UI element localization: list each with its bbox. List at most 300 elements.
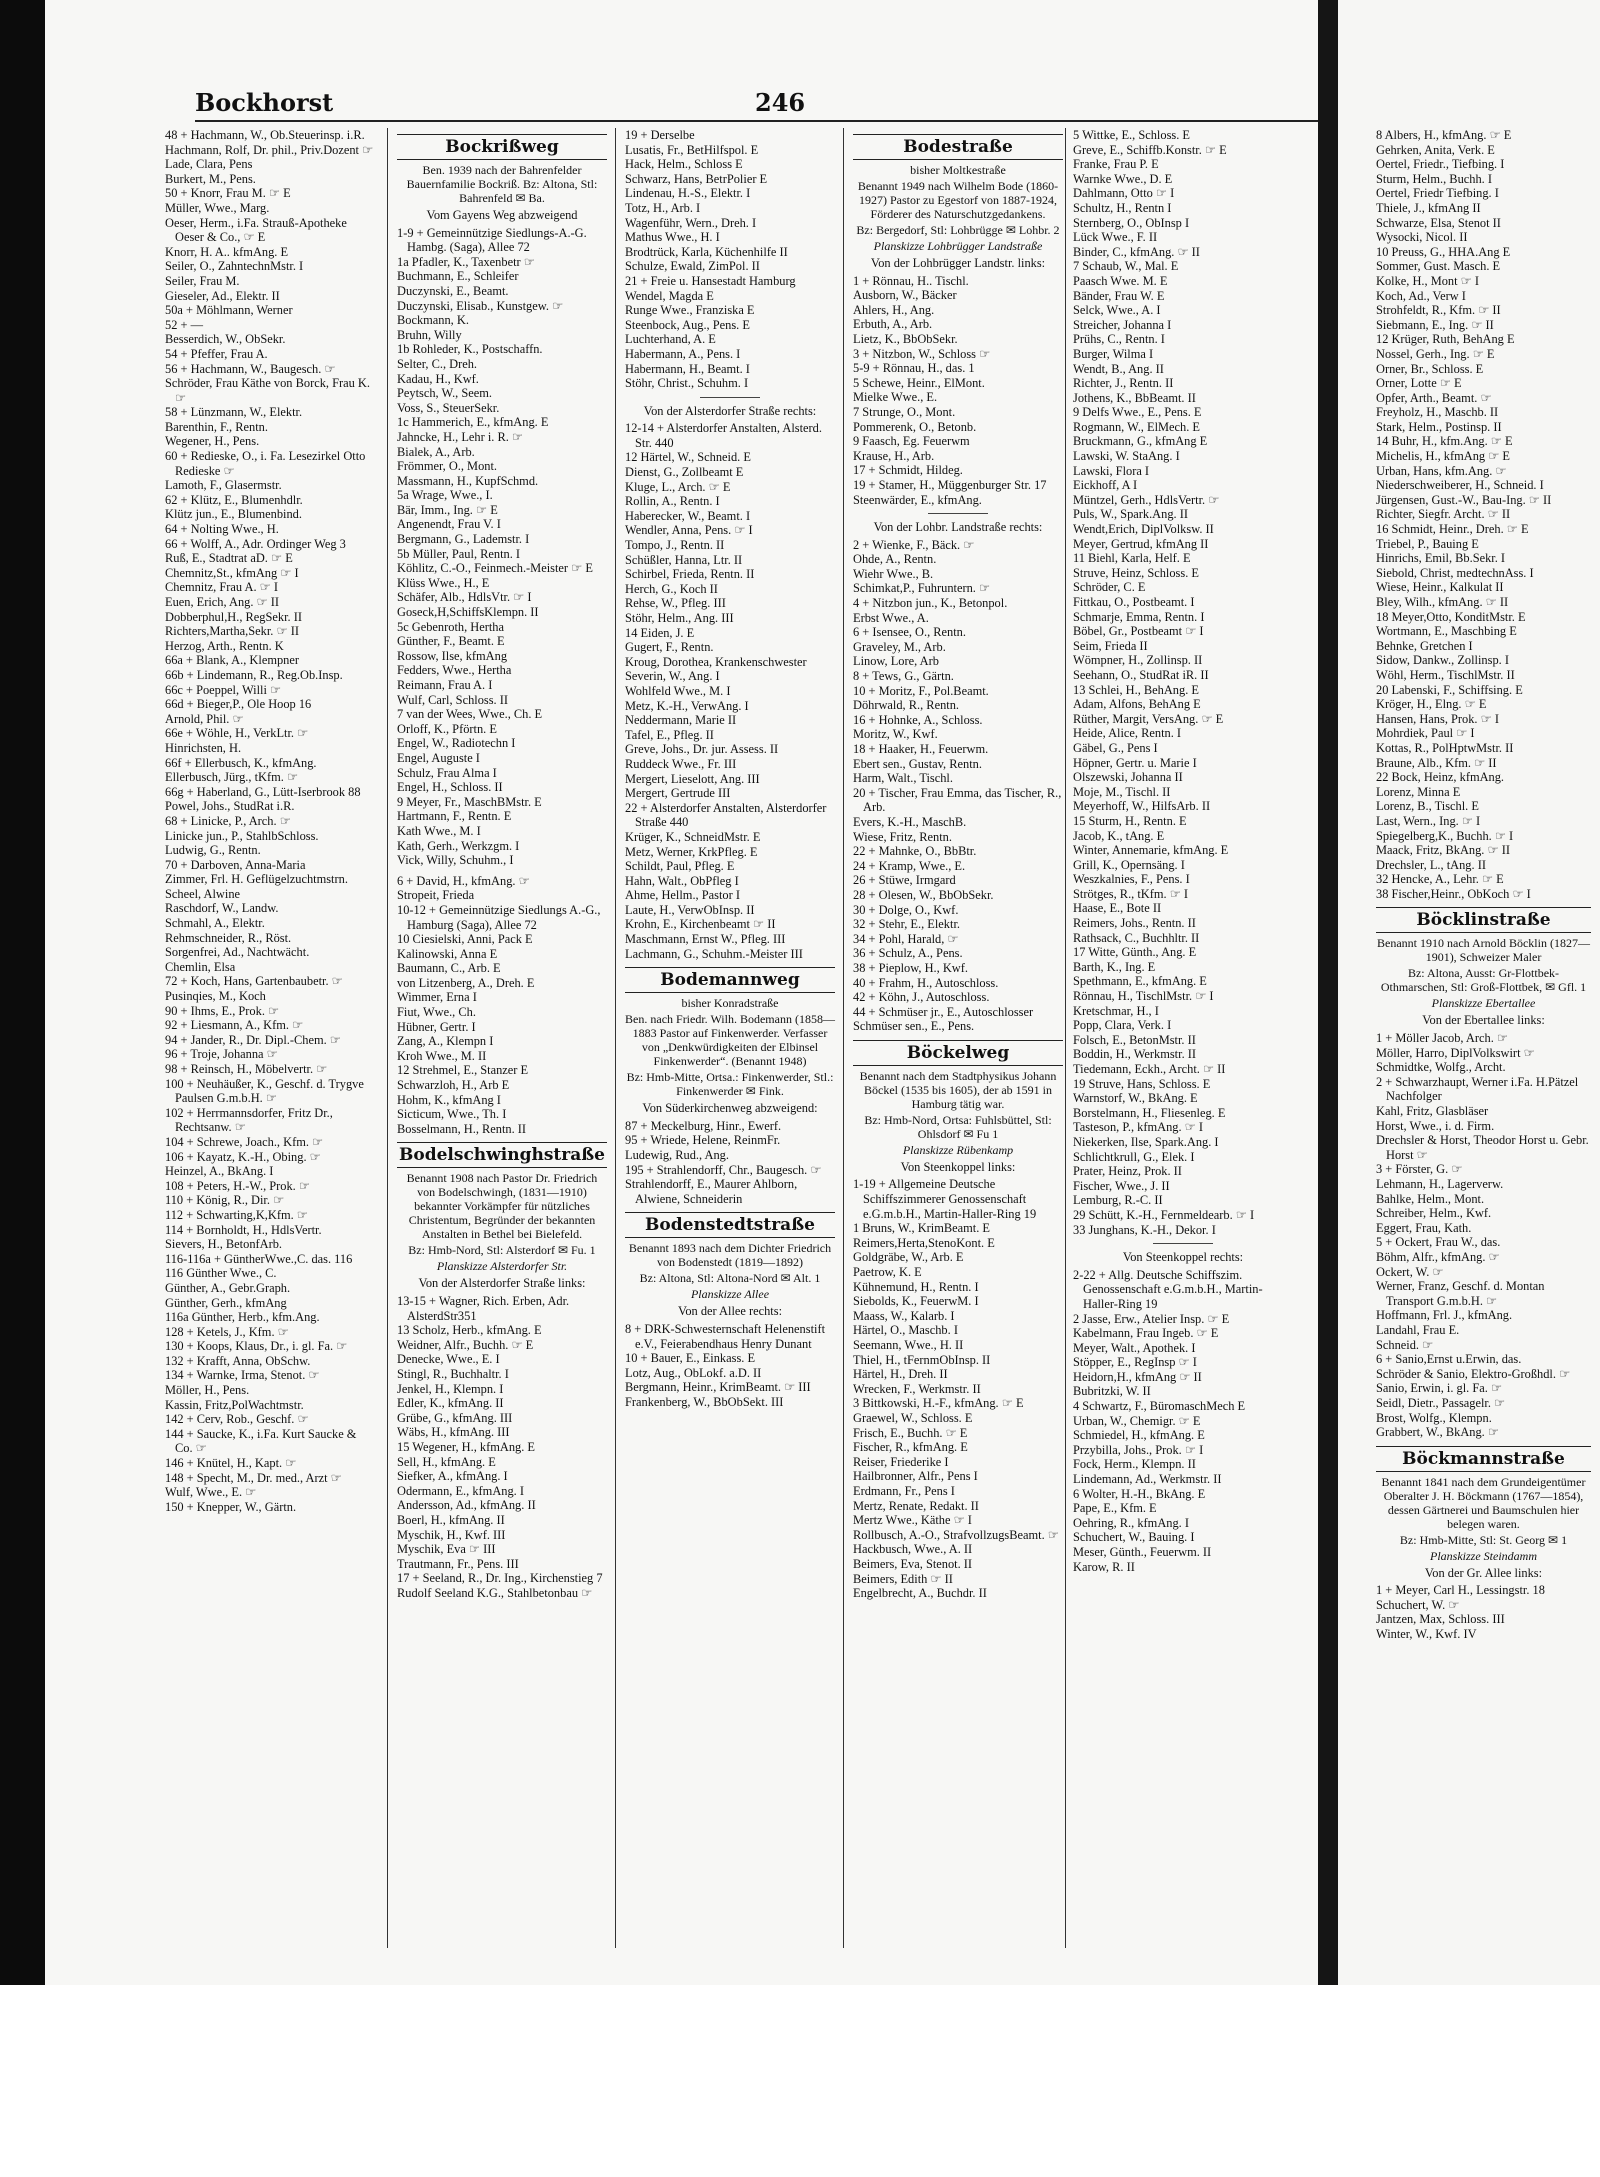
directory-entry: Ockert, W. ☞ <box>1376 1264 1444 1279</box>
directory-entry: 20 + Tischer, Frau Emma, das Tischer, R., Arb. <box>853 785 1062 815</box>
directory-entry: Schreiber, Helm., Kwf. <box>1376 1206 1492 1221</box>
directory-entry: Rogmann, W., ElMech. E <box>1073 419 1200 434</box>
directory-entry: Wömpner, H., Zollinsp. II <box>1073 653 1203 668</box>
directory-entry: Powel, Johs., StudRat i.R. <box>165 799 295 814</box>
directory-entry: Wendt, B., Ang. II <box>1073 361 1164 376</box>
directory-entry: 13 Scholz, Herb., kfmAng. E <box>397 1323 542 1338</box>
directory-entry: Goseck,H,SchiffsKlempn. II <box>397 605 539 620</box>
directory-entry: Schmiedel, H., kfmAng. E <box>1073 1428 1205 1443</box>
directory-entry: Linow, Lore, Arb <box>853 654 939 669</box>
directory-entry: 6 + David, H., kfmAng. ☞ <box>397 873 530 888</box>
directory-entry: Koch, Ad., Verw I <box>1376 288 1466 303</box>
street-description: Bz: Hmb-Nord, Stl: Alsterdorf ✉ Fu. 1 <box>408 1243 596 1258</box>
directory-entry: Lorenz, Minna E <box>1376 784 1461 799</box>
directory-entry: 1 + Rönnau, H.. Tischl. <box>853 273 969 288</box>
directory-entry: Erbuth, A., Arb. <box>853 317 933 332</box>
directory-entry: Oertel, Friedr Tiefbing. I <box>1376 186 1499 201</box>
directory-entry: Pommerenk, O., Betonb. <box>853 419 977 434</box>
directory-entry: 102 + Herrmannsdorfer, Fritz Dr., Rechtsanw. ☞ <box>165 1105 333 1135</box>
directory-entry: Paetrow, K. E <box>853 1265 922 1280</box>
directory-entry: Wohlfeld Wwe., M. I <box>625 683 731 698</box>
directory-entry: 32 Hencke, A., Lehr. ☞ E <box>1376 872 1504 887</box>
directory-entry: Dahlmann, Otto ☞ I <box>1073 186 1175 201</box>
directory-entry: Kalinowski, Anna E <box>397 946 498 961</box>
directory-entry: Mielke Wwe., E. <box>853 390 938 405</box>
directory-entry: 148 + Specht, M., Dr. med., Arzt ☞ <box>165 1470 342 1485</box>
directory-entry: Seim, Frieda II <box>1073 638 1148 653</box>
directory-entry: Graveley, M., Arb. <box>853 639 946 654</box>
directory-entry: Tompo, J., Rentn. II <box>625 538 725 553</box>
directory-entry: 130 + Koops, Klaus, Dr., i. gl. Fa. ☞ <box>165 1339 348 1354</box>
directory-entry: Kath Wwe., M. I <box>397 823 481 838</box>
directory-entry: 7 Strunge, O., Mont. <box>853 404 956 419</box>
directory-entry: Rehmschneider, R., Röst. <box>165 930 292 945</box>
directory-entry: Horst, Wwe., i. d. Firm. <box>1376 1118 1495 1133</box>
directory-entry: Beimers, Eva, Stenot. II <box>853 1556 973 1571</box>
directory-entry: 28 + Olesen, W., BbObSekr. <box>853 887 994 902</box>
street-description: Benannt 1949 nach Wilhelm Bode (1860-1927) Pastor zu Egestorf von 1887-1924, Förderer des Naturschutzgedankens. <box>857 179 1059 221</box>
directory-entry: Jürgensen, Gust.-W., Bau-Ing. ☞ II <box>1376 492 1552 507</box>
direction-note: Von Steenkoppel rechts: <box>1122 1250 1244 1265</box>
directory-entry: Schulze, Ewald, ZimPol. II <box>625 259 760 274</box>
directory-entry: Werner, Franz, Geschf. d. Montan Transport G.m.b.H. ☞ <box>1376 1279 1545 1308</box>
directory-entry: 92 + Liesmann, A., Kfm. ☞ <box>165 1018 304 1033</box>
directory-entry: 4 Schwartz, F., BüromaschMech E <box>1073 1399 1246 1414</box>
directory-entry: Wulf, Wwe., E. ☞ <box>165 1485 257 1500</box>
directory-entry: Schmarje, Emma, Rentn. I <box>1073 609 1205 624</box>
directory-entry: 50a + Möhlmann, Werner <box>165 303 293 318</box>
directory-entry: Lawski, Flora I <box>1073 463 1150 478</box>
directory-entry: 10 + Moritz, F., Pol.Beamt. <box>853 683 989 698</box>
directory-entry: Schneid. ☞ <box>1376 1337 1434 1352</box>
street-description: Benannt 1841 nach dem Grundeigentümer Oberalter J. H. Böckmann (1767—1854), dessen Gärtnerei und Baumschulen hier belegen waren. <box>1381 1474 1586 1531</box>
column-1 <box>165 128 375 1514</box>
directory-entry: Wortmann, E., Maschbing E <box>1376 624 1517 639</box>
directory-entry: Mohrdiek, Paul ☞ I <box>1376 726 1475 741</box>
directory-entry: Sommer, Gust. Masch. E <box>1376 259 1501 274</box>
directory-entry: 1 Bruns, W., KrimBeamt. E <box>853 1221 990 1236</box>
directory-entry: Michelis, H., kfmAng ☞ E <box>1376 449 1510 464</box>
directory-entry: Fittkau, O., Postbeamt. I <box>1073 595 1195 609</box>
directory-entry: Selck, Wwe., A. I <box>1073 303 1161 318</box>
directory-entry: Pusinqies, M., Koch <box>165 989 266 1004</box>
directory-entry: Ohde, A., Rentn. <box>853 552 937 567</box>
directory-entry: Euen, Erich, Ang. ☞ II <box>165 595 279 609</box>
directory-entry: Mergert, Gertrude III <box>625 786 731 801</box>
street-description: Benannt 1908 nach Pastor Dr. Friedrich von Bodelschwingh, (1831—1910) bekannter Vorkämpfer für nützliches Christentum, Begründer der bekannten Anstalten in Bethel bei Bielefeld. <box>406 1171 598 1242</box>
directory-entry: Böhm, Alfr., kfmAng. ☞ <box>1376 1249 1500 1264</box>
directory-entry: 13-15 + Wagner, Rich. Erben, Adr. AlsterdStr351 <box>397 1294 570 1323</box>
directory-entry: Wiehr Wwe., B. <box>853 566 934 581</box>
directory-entry: Stöhr, Helm., Ang. III <box>625 611 734 625</box>
directory-entry: Dienst, G., Zollbeamt E <box>625 465 744 480</box>
directory-entry: Meyerhoff, W., HilfsArb. II <box>1073 799 1211 814</box>
directory-entry: Ahme, Hellm., Pastor I <box>625 888 740 903</box>
directory-entry: Myschik, Eva ☞ III <box>397 1542 496 1557</box>
directory-entry: Mertz Wwe., Käthe ☞ I <box>853 1513 972 1528</box>
directory-entry: Kottas, R., PolHptwMstr. II <box>1376 740 1514 755</box>
directory-entry: 26 + Stüwe, Irmgard <box>853 873 956 888</box>
directory-entry: Sievers, H., BetonfArb. <box>165 1237 283 1252</box>
directory-entry: Baumann, C., Arb. E <box>397 961 501 976</box>
directory-entry: Opfer, Arth., Beamt. ☞ <box>1376 390 1492 405</box>
directory-entry: Thiele, J., kfmAng II <box>1376 200 1481 215</box>
directory-entry: Gehrken, Anita, Verk. E <box>1376 142 1495 157</box>
directory-entry: Myschik, H., Kwf. III <box>397 1527 506 1542</box>
directory-entry: Rudolf Seeland K.G., Stahlbetonbau ☞ <box>397 1585 593 1600</box>
directory-entry: Linicke jun., P., StahlbSchloss. <box>165 828 319 843</box>
column-divider <box>615 128 616 1948</box>
directory-entry: Seidl, Dietr., Passagelr. ☞ <box>1376 1395 1506 1410</box>
directory-entry: 19 + Derselbe <box>625 128 695 142</box>
directory-entry: 5a Wrage, Wwe., I. <box>397 488 493 503</box>
separator <box>928 513 988 514</box>
directory-entry: Stöhr, Christ., Schuhm. I <box>625 376 749 391</box>
directory-entry: Rüther, Margit, VersAng. ☞ E <box>1073 711 1224 726</box>
street-description: Benannt 1893 nach dem Dichter Friedrich von Bodenstedt (1819—1892) <box>628 1241 832 1270</box>
directory-entry: Weszkalnies, F., Pens. I <box>1073 872 1190 887</box>
directory-entry: Sicticum, Wwe., Th. I <box>397 1107 507 1122</box>
directory-entry: Schröder, C. E <box>1073 580 1146 595</box>
directory-entry: 128 + Ketels, J., Kfm. ☞ <box>165 1324 289 1339</box>
directory-entry: Habermann, H., Beamt. I <box>625 361 750 376</box>
street-heading: Bodemannweg <box>625 967 835 993</box>
directory-entry: Harm, Walt., Tischl. <box>853 771 953 786</box>
directory-entry: Arnold, Phil. ☞ <box>165 711 244 726</box>
directory-entry: 8 Albers, H., kfmAng. ☞ E <box>1376 128 1512 142</box>
directory-entry: Schwarz, Hans, BetrPolier E <box>625 171 768 186</box>
directory-entry: 4 + Nitzbon jun., K., Betonpol. <box>853 596 1008 611</box>
directory-entry: Steenbock, Aug., Pens. E <box>625 317 750 332</box>
directory-entry: Runge Wwe., Franziska E <box>625 303 755 318</box>
directory-entry: 64 + Nolting Wwe., H. <box>165 522 279 537</box>
directory-entry: Reiser, Friederike I <box>853 1454 949 1469</box>
page-header <box>195 88 1318 118</box>
directory-entry: Herzog, Arth., Rentn. K <box>165 638 284 653</box>
directory-entry: Heinzel, A., BkAng. I <box>165 1164 274 1179</box>
directory-entry: 50 + Knorr, Frau M. ☞ E <box>165 186 291 201</box>
directory-entry: Spiegelberg,K., Buchh. ☞ I <box>1376 828 1514 843</box>
directory-entry: 96 + Troje, Johanna ☞ <box>165 1047 278 1062</box>
directory-entry: Barenthin, F., Rentn. <box>165 419 268 434</box>
directory-entry: Jothens, K., BbBeamt. II <box>1073 390 1196 405</box>
directory-entry: 90 + Ihms, E., Prok. ☞ <box>165 1003 280 1018</box>
directory-entry: 150 + Knepper, W., Gärtn. <box>165 1499 297 1514</box>
directory-entry: Erbst Wwe., A. <box>853 610 929 625</box>
directory-entry: Barth, K., Ing. E <box>1073 959 1156 974</box>
directory-entry: Buchmann, E., Schleifer <box>397 269 519 284</box>
directory-entry: 6 Wolter, H.-H., BkAng. E <box>1073 1486 1206 1501</box>
column-divider <box>387 128 388 1948</box>
directory-entry: 66g + Haberland, G., Lütt-Iserbrook 88 <box>165 784 361 799</box>
directory-entry: Schröder & Sanio, Elektro-Großhdl. ☞ <box>1376 1366 1571 1381</box>
directory-entry: 48 + Hachmann, W., Ob.Steuerinsp. i.R. <box>165 128 365 142</box>
directory-entry: Besserdich, W., ObSekr. <box>165 332 286 347</box>
directory-entry: Bergmann, G., Lademstr. I <box>397 532 530 547</box>
directory-entry: Weidner, Alfr., Buchh. ☞ E <box>397 1337 534 1352</box>
directory-entry: Frömmer, O., Mont. <box>397 459 498 474</box>
directory-entry: Haberecker, W., Beamt. I <box>625 508 751 523</box>
directory-entry: 7 van der Wees, Wwe., Ch. E <box>397 707 543 722</box>
directory-entry: Rossow, Ilse, kfmAng <box>397 648 508 663</box>
directory-entry: 9 Meyer, Fr., MaschBMstr. E <box>397 794 542 809</box>
directory-entry: Edler, K., kfmAng. II <box>397 1396 504 1411</box>
directory-entry: Härtel, O., Maschb. I <box>853 1323 958 1338</box>
directory-entry: 1b Rohleder, K., Postschaffn. <box>397 342 543 357</box>
directory-entry: Spethmann, E., kfmAng. E <box>1073 974 1207 989</box>
directory-entry: Fischer, R., kfmAng. E <box>853 1440 968 1455</box>
directory-entry: Binder, C., kfmAng. ☞ II <box>1073 244 1200 259</box>
directory-entry: 66c + Poeppel, Willi ☞ <box>165 682 282 697</box>
directory-entry: Mathus Wwe., H. I <box>625 230 720 245</box>
directory-entry: Engelbrecht, A., Buchdr. II <box>853 1586 987 1601</box>
directory-entry: 142 + Cerv, Rob., Geschf. ☞ <box>165 1412 309 1427</box>
directory-entry: Drechsler & Horst, Theodor Horst u. Gebr. Horst ☞ <box>1376 1133 1589 1162</box>
directory-entry: 17 + Schmidt, Hildeg. <box>853 463 963 478</box>
directory-entry: Reimann, Frau A. I <box>397 678 493 692</box>
plan-sketch-note: Planskizze Lohbrügger Landstraße <box>873 239 1043 253</box>
direction-note: Von Süderkirchenweg abzweigend: <box>642 1101 818 1116</box>
directory-entry: Moritz, W., Kwf. <box>853 727 938 742</box>
directory-entry: Wendler, Anna, Pens. ☞ I <box>625 523 753 538</box>
directory-entry: Prühs, C., Rentn. I <box>1073 332 1165 347</box>
directory-entry: 10 Ciesielski, Anni, Pack E <box>397 932 533 947</box>
directory-entry: Wysocki, Nicol. II <box>1376 230 1468 245</box>
directory-entry: Lachmann, G., Schuhm.-Meister III <box>625 946 803 961</box>
directory-entry: Siebold, Christ, medtechnAss. I <box>1376 565 1534 580</box>
directory-entry: Gieseler, Ad., Elektr. II <box>165 288 280 303</box>
directory-entry: Richter, Siegfr. Archt. ☞ II <box>1376 507 1511 522</box>
directory-entry: 19 Struve, Hans, Schloss. E <box>1073 1076 1211 1091</box>
directory-entry: Chemnitz,St., kfmAng ☞ I <box>165 565 299 580</box>
directory-entry: Günther, A., Gebr.Graph. <box>165 1280 291 1295</box>
directory-entry: 66a + Blank, A., Klempner <box>165 653 299 668</box>
direction-note: Von der Ebertallee links: <box>1422 1013 1545 1028</box>
directory-entry: 8 + Tews, G., Gärtn. <box>853 669 954 684</box>
directory-entry: Selter, C., Dreh. <box>397 356 478 371</box>
directory-entry: Sidow, Dankw., Zollinsp. I <box>1376 653 1509 668</box>
directory-entry: Eggert, Frau, Kath. <box>1376 1220 1472 1235</box>
directory-entry: Müntzel, Gerh., HdlsVertr. ☞ <box>1073 492 1220 507</box>
directory-entry: Eickhoff, A I <box>1073 478 1138 493</box>
directory-entry: Schuchert, W. ☞ <box>1376 1597 1460 1612</box>
directory-entry: Puls, W., Spark.Ang. II <box>1073 507 1188 522</box>
directory-entry: Meyer, Gertrud, kfmAng II <box>1073 536 1209 551</box>
directory-entry: Kath, Gerh., Werkzgm. I <box>397 838 520 853</box>
street-description: Bz: Bergedorf, Stl: Lohbrügge ✉ Lohbr. 2 <box>856 223 1060 237</box>
directory-entry: 5 + Ockert, Frau W., das. <box>1376 1235 1501 1250</box>
directory-entry: Maack, Fritz, BkAng. ☞ II <box>1376 843 1510 858</box>
directory-entry: 134 + Warnke, Irma, Stenot. ☞ <box>165 1368 320 1383</box>
directory-entry: 10 Preuss, G., HHA.Ang E <box>1376 244 1511 259</box>
directory-entry: Fischer, Wwe., J. II <box>1073 1178 1170 1193</box>
street-heading: Böckmannstraße <box>1376 1446 1591 1472</box>
directory-entry: Braune, Alb., Kfm. ☞ II <box>1376 755 1497 770</box>
directory-entry: Böbel, Gr., Postbeamt ☞ I <box>1073 624 1204 639</box>
directory-entry: Bruhn, Willy <box>397 327 462 342</box>
directory-entry: Vick, Willy, Schuhm., I <box>397 853 514 868</box>
directory-entry: Erdmann, Fr., Pens I <box>853 1483 955 1498</box>
directory-entry: Franke, Frau P. E <box>1073 157 1159 172</box>
directory-entry: Engel, Auguste I <box>397 750 480 765</box>
directory-entry: Krohn, E., Kirchenbeamt ☞ II <box>625 917 776 932</box>
directory-entry: 9 Delfs Wwe., E., Pens. E <box>1073 405 1202 420</box>
directory-entry: Frisch, E., Buchh. ☞ E <box>853 1425 968 1440</box>
directory-entry: Kabelmann, Frau Ingeb. ☞ E <box>1073 1326 1219 1341</box>
directory-entry: Bubritzki, W. II <box>1073 1384 1151 1399</box>
directory-entry: 56 + Hachmann, W., Baugesch. ☞ <box>165 361 336 376</box>
directory-entry: 14 Eiden, J. E <box>625 625 695 640</box>
directory-entry: Krause, H., Arb. <box>853 448 935 463</box>
directory-entry: Meser, Günth., Feuerwm. II <box>1073 1545 1212 1559</box>
directory-entry: 94 + Jander, R., Dr. Dipl.-Chem. ☞ <box>165 1032 341 1047</box>
column-3 <box>625 128 835 1410</box>
directory-entry: Knorr, H. A.. kfmAng. E <box>165 244 289 259</box>
directory-entry: 1a Pfadler, K., Taxenbetr ☞ <box>397 254 535 269</box>
directory-entry: Ludewig, Rud., Ang. <box>625 1148 729 1163</box>
directory-entry: Massmann, H., KupfSchmd. <box>397 473 539 488</box>
plan-sketch-note: Planskizze Ebertallee <box>1431 996 1536 1011</box>
directory-entry: von Litzenberg, A., Dreh. E <box>397 975 535 990</box>
directory-entry: 30 + Dolge, O., Kwf. <box>853 902 959 917</box>
directory-entry: Oertel, Friedr., Tiefbing. I <box>1376 157 1505 172</box>
directory-entry: Hinrichs, Emil, Bb.Sekr. I <box>1376 551 1506 566</box>
directory-entry: 116 Günther Wwe., C. <box>165 1266 277 1281</box>
directory-entry: Lorenz, B., Tischl. E <box>1376 799 1479 814</box>
directory-entry: Möller, H., Pens. <box>165 1383 250 1398</box>
directory-entry: Brodtrück, Karla, Küchenhilfe II <box>625 244 788 259</box>
directory-entry: 114 + Bornholdt, H., HdlsVertr. <box>165 1222 322 1237</box>
directory-entry: Hohm, K., kfmAng I <box>397 1092 501 1107</box>
directory-entry: Heide, Alice, Rentn. I <box>1073 726 1182 741</box>
directory-entry: 21 + Freie u. Hansestadt Hamburg <box>625 273 796 288</box>
directory-entry: 66b + Lindemann, R., Reg.Ob.Insp. <box>165 667 343 682</box>
directory-entry: 98 + Reinsch, H., Möbelvertr. ☞ <box>165 1062 328 1076</box>
directory-entry: Herch, G., Koch II <box>625 581 718 596</box>
directory-entry: 116a Günther, Herb., kfm.Ang. <box>165 1310 320 1325</box>
scan-bottom-margin <box>0 1985 1600 2177</box>
directory-entry: Krüger, K., SchneidMstr. E <box>625 829 761 844</box>
directory-entry: 100 + Neuhäußer, K., Geschf. d. Trygve Paulsen G.m.b.H. ☞ <box>165 1076 364 1106</box>
directory-entry: Rehse, W., Pfleg. III <box>625 596 726 611</box>
directory-entry: Brost, Wolfg., Klempn. <box>1376 1410 1492 1425</box>
directory-entry: 5b Müller, Paul, Rentn. I <box>397 546 521 561</box>
directory-entry: Meyer, Walt., Apothek. I <box>1073 1340 1196 1355</box>
directory-entry: Hachmann, Rolf, Dr. phil., Priv.Dozent ☞ <box>165 142 374 157</box>
directory-entry: Fiut, Wwe., Ch. <box>397 1005 476 1020</box>
directory-entry: Nossel, Gerh., Ing. ☞ E <box>1376 346 1495 361</box>
facing-page <box>1338 0 1600 1985</box>
directory-entry: Chemnitz, Frau A. ☞ I <box>165 580 278 595</box>
column-divider <box>843 128 844 1948</box>
directory-entry: 32 + Stehr, E., Elektr. <box>853 917 960 932</box>
directory-entry: 2 Jasse, Erw., Atelier Insp. ☞ E <box>1073 1311 1230 1326</box>
directory-entry: Drechsler, L., tAng. II <box>1376 857 1486 872</box>
directory-entry: Oehring, R., kfmAng. I <box>1073 1515 1189 1530</box>
directory-entry: 34 + Pohl, Harald, ☞ <box>853 931 959 946</box>
directory-entry: Stöpper, E., RegInsp ☞ I <box>1073 1355 1197 1370</box>
directory-entry: 8 + DRK-Schwesternschaft Helenenstift e.V., Feierabendhaus Henry Dunant <box>625 1322 826 1351</box>
directory-entry: 87 + Meckelburg, Hinr., Ewerf. <box>625 1118 782 1133</box>
header-rule <box>195 120 1318 122</box>
column-divider <box>1065 128 1066 1948</box>
directory-entry: Folsch, E., BetonMstr. II <box>1073 1032 1196 1047</box>
directory-entry: Seemann, Wwe., H. II <box>853 1338 964 1352</box>
directory-entry: Boddin, H., Werkmstr. II <box>1073 1047 1197 1062</box>
directory-entry: 144 + Saucke, K., i.Fa. Kurt Saucke & Co. ☞ <box>165 1426 357 1456</box>
directory-entry: Duczynski, Elisab., Kunstgew. ☞ <box>397 298 564 313</box>
directory-entry: 16 + Hohnke, A., Schloss. <box>853 712 983 727</box>
directory-entry: Grübe, G., kfmAng. III <box>397 1410 513 1425</box>
directory-entry: Odermann, E., kfmAng. I <box>397 1483 524 1498</box>
directory-entry: Seiler, O., ZahntechnMstr. I <box>165 259 304 274</box>
directory-entry: Metz, Werner, KrkPfleg. E <box>625 844 758 859</box>
directory-entry: Wegener, H., Pens. <box>165 434 260 449</box>
directory-entry: 15 Wegener, H., kfmAng. E <box>397 1439 535 1454</box>
directory-entry: Last, Wern., Ing. ☞ I <box>1376 813 1481 828</box>
directory-entry: Höpner, Gertr. u. Marie I <box>1073 755 1197 770</box>
directory-entry: 66e + Wöhle, H., VerkLtr. ☞ <box>165 726 309 741</box>
separator <box>700 397 760 398</box>
directory-entry: 6 + Sanio,Ernst u.Erwin, das. <box>1376 1352 1522 1367</box>
directory-entry: Siefker, A., kfmAng. I <box>397 1469 508 1484</box>
directory-entry: Greve, E., Schiffb.Konstr. ☞ E <box>1073 142 1227 157</box>
directory-entry: Greve, Johs., Dr. jur. Assess. II <box>625 742 779 757</box>
column-6 <box>1376 128 1591 1642</box>
directory-entry: Orner, Br., Schloss. E <box>1376 361 1484 376</box>
directory-entry: Struve, Heinz, Schloss. E <box>1073 565 1199 580</box>
directory-entry: Hack, Helm., Schloss E <box>625 157 743 172</box>
directory-entry: Wulf, Carl, Schloss. II <box>397 692 509 707</box>
directory-entry: Seehann, O., StudRat iR. II <box>1073 667 1209 682</box>
directory-entry: Mertz, Renate, Redakt. II <box>853 1498 979 1513</box>
directory-entry: Wöhl, Herm., TischlMstr. II <box>1376 667 1515 682</box>
plan-sketch-note: Planskizze Steindamm <box>1430 1548 1537 1563</box>
directory-entry: Ebert sen., Gustav, Rentn. <box>853 756 982 771</box>
directory-entry: Popp, Clara, Verk. I <box>1073 1018 1172 1033</box>
directory-entry: Schröder, Frau Käthe von Borck, Frau K. ☞ <box>165 376 370 405</box>
direction-note: Von der Lohbr. Landstraße rechts: <box>873 520 1043 535</box>
book-spine <box>1318 0 1338 1990</box>
street-description: Bz: Altona, Ausst: Gr-Flottbek-Othmarschen, Stl: Groß-Flottbek, ✉ Gfl. 1 <box>1380 966 1587 995</box>
directory-entry: Niekerken, Ilse, Spark.Ang. I <box>1073 1134 1219 1149</box>
directory-entry: Lietz, K., BbObSekr. <box>853 331 958 346</box>
directory-entry: 1 + Meyer, Carl H., Lessingstr. 18 <box>1376 1583 1545 1598</box>
directory-entry: Wrecken, F., Werkmstr. II <box>853 1381 981 1396</box>
directory-entry: Metz, K.-H., VerwAng. I <box>625 698 749 713</box>
directory-entry: Müller, Wwe., Marg. <box>165 200 270 215</box>
directory-entry: Oeser, Herm., i.Fa. Strauß-Apotheke Oeser & Co., ☞ E <box>165 215 347 245</box>
directory-entry: Sell, H., kfmAng. E <box>397 1454 496 1469</box>
directory-entry: Lawski, W. StaAng. I <box>1073 449 1180 464</box>
directory-entry: Schmahl, A., Elektr. <box>165 916 265 931</box>
directory-entry: Stropeit, Frieda <box>397 888 475 903</box>
directory-entry: Bahlke, Helm., Mont. <box>1376 1191 1485 1206</box>
directory-entry: Bosselmann, H., Rentn. II <box>397 1121 527 1136</box>
directory-entry: Tasteson, P., kfmAng. ☞ I <box>1073 1120 1204 1135</box>
directory-entry: Lindenau, H.-S., Elektr. I <box>625 186 751 201</box>
directory-entry: 5 Wittke, E., Schloss. E <box>1073 128 1190 142</box>
directory-entry: Grill, K., Opernsäng. I <box>1073 857 1185 872</box>
directory-entry: Stingl, R., Buchhaltr. I <box>397 1366 509 1381</box>
directory-entry: Kadau, H., Kwf. <box>397 371 479 386</box>
directory-entry: 40 + Frahm, H., Autoschloss. <box>853 975 999 990</box>
direction-note: Von der Allee rechts: <box>677 1304 783 1319</box>
directory-entry: Behnke, Gretchen I <box>1376 638 1473 653</box>
column-5 <box>1073 128 1293 1574</box>
directory-entry: 132 + Krafft, Anna, ObSchw. <box>165 1353 311 1368</box>
directory-entry: 12-14 + Alsterdorfer Anstalten, Alsterd. Str. 440 <box>625 421 822 450</box>
